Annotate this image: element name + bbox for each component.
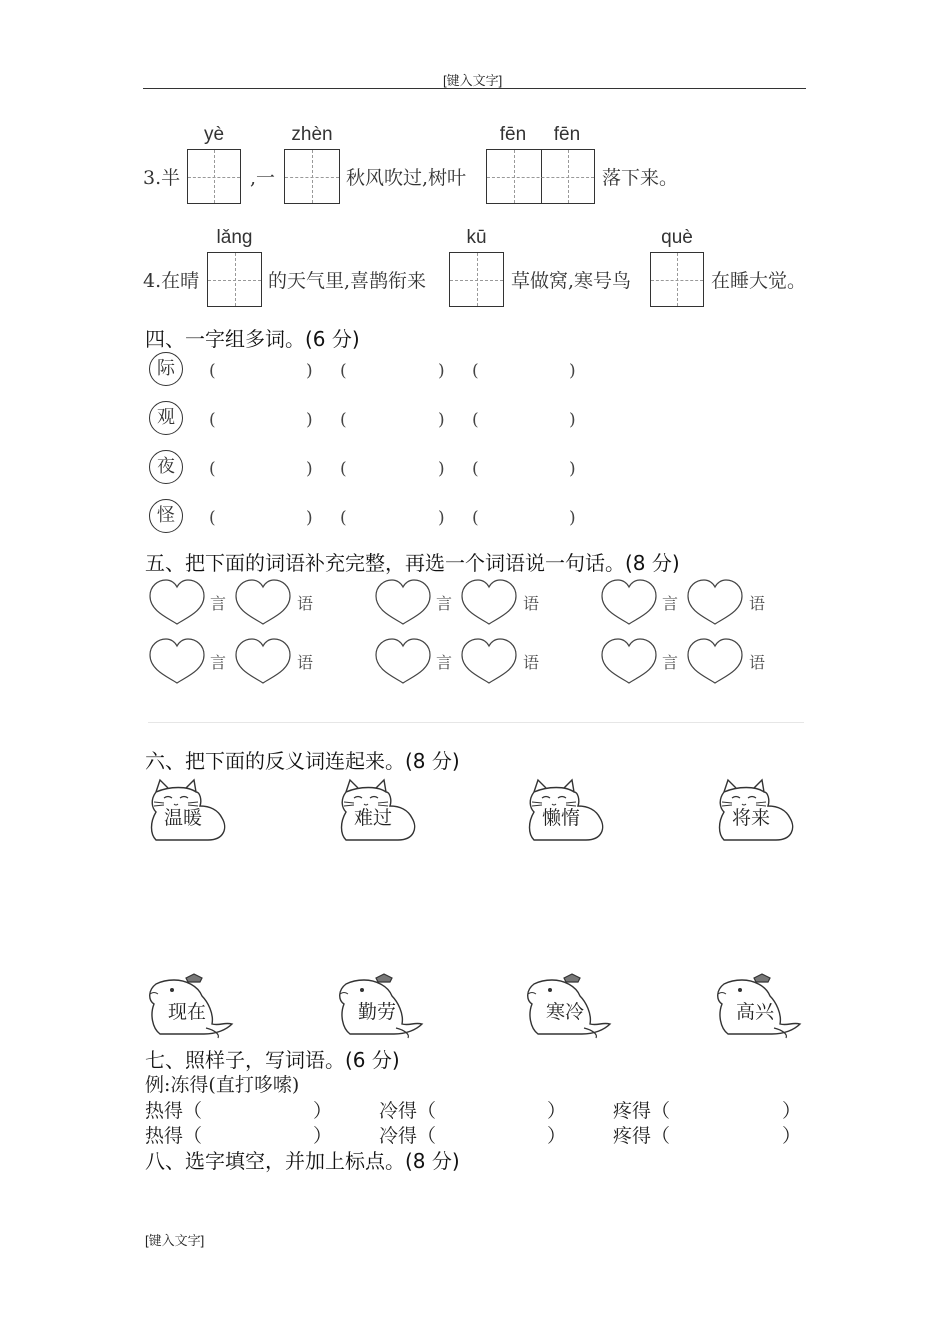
idiom-char-yu: 语: [297, 594, 314, 613]
word-diligent[interactable]: 勤劳: [358, 1001, 397, 1023]
idiom-char-yan: 言: [436, 653, 453, 672]
blank-1-2-close: ): [438, 361, 445, 381]
row2-cold-close: ）: [547, 1125, 567, 1147]
idiom-char-yan: 言: [210, 594, 227, 613]
blank-4-2-open[interactable]: (: [340, 508, 347, 528]
blank-3-2-open[interactable]: (: [340, 459, 347, 479]
char-circle-guai: 怪: [149, 499, 183, 533]
blank-1-3-open[interactable]: (: [472, 361, 479, 381]
blank-1-1-open[interactable]: (: [209, 361, 216, 381]
blank-3-3-open[interactable]: (: [472, 459, 479, 479]
section-7-example: 例:冻得(直打哆嗦): [145, 1074, 300, 1096]
char-circle-ji: 际: [149, 352, 183, 386]
pinyin-ye: yè: [203, 124, 225, 145]
row2-hot-close: ）: [313, 1125, 333, 1147]
word-happy[interactable]: 高兴: [736, 1001, 775, 1023]
char-circle-ye: 夜: [149, 450, 183, 484]
q3-end-text: 落下来。: [602, 167, 679, 189]
blank-2-2-close: ): [438, 410, 445, 430]
blank-2-1-close: ): [306, 410, 313, 430]
pinyin-ku: kū: [466, 227, 487, 248]
q4-middle-text-2: 草做窝,寒号鸟: [511, 270, 632, 292]
blank-4-2-close: ): [438, 508, 445, 528]
pinyin-fen-1: fēn: [499, 124, 527, 145]
pinyin-fen-2: fēn: [553, 124, 581, 145]
row1-cold-label[interactable]: 冷得（: [379, 1100, 437, 1122]
idiom-char-yan: 言: [436, 594, 453, 613]
section-8-title: 八、选字填空，并加上标点。(8 分): [145, 1149, 460, 1173]
row1-hot-close: ）: [313, 1100, 333, 1122]
idiom-char-yu: 语: [523, 594, 540, 613]
blank-4-3-close: ): [569, 508, 576, 528]
blank-3-1-close: ): [306, 459, 313, 479]
word-future[interactable]: 将来: [732, 807, 771, 829]
blank-2-1-open[interactable]: (: [209, 410, 216, 430]
section-7-title: 七、照样子，写词语。(6 分): [145, 1048, 400, 1072]
blank-4-3-open[interactable]: (: [472, 508, 479, 528]
blank-3-3-close: ): [569, 459, 576, 479]
row2-hot-label[interactable]: 热得（: [145, 1125, 203, 1147]
blank-1-3-close: ): [569, 361, 576, 381]
word-cold[interactable]: 寒冷: [546, 1001, 585, 1023]
idiom-char-yu: 语: [523, 653, 540, 672]
row1-hurt-close: ）: [782, 1100, 802, 1122]
q4-middle-text-1: 的天气里,喜鹊衔来: [268, 270, 427, 292]
q3-number: 3.半: [143, 167, 181, 189]
word-lazy[interactable]: 懒惰: [542, 807, 581, 829]
q4-end-text: 在睡大觉。: [711, 270, 807, 292]
row2-hurt-close: ）: [782, 1125, 802, 1147]
blank-1-1-close: ): [306, 361, 313, 381]
section-5-title: 五、把下面的词语补充完整，再选一个词语说一句话。(8 分): [145, 551, 680, 575]
section-6-title: 六、把下面的反义词连起来。(8 分): [145, 749, 460, 773]
blank-2-3-close: ): [569, 410, 576, 430]
q3-middle-text: 秋风吹过,树叶: [346, 167, 467, 189]
blank-3-1-open[interactable]: (: [209, 459, 216, 479]
blank-4-1-open[interactable]: (: [209, 508, 216, 528]
blank-2-2-open[interactable]: (: [340, 410, 347, 430]
blank-1-2-open[interactable]: (: [340, 361, 347, 381]
pinyin-zhen: zhèn: [291, 124, 333, 145]
blank-3-2-close: ): [438, 459, 445, 479]
idiom-char-yan: 言: [210, 653, 227, 672]
idiom-char-yan: 言: [662, 594, 679, 613]
idiom-char-yu: 语: [297, 653, 314, 672]
row2-cold-label[interactable]: 冷得（: [379, 1125, 437, 1147]
row1-cold-close: ）: [547, 1100, 567, 1122]
q3-separator: ,一: [250, 167, 276, 189]
word-sad[interactable]: 难过: [354, 807, 393, 829]
idiom-char-yan: 言: [662, 653, 679, 672]
pinyin-lang: lǎng: [216, 227, 253, 248]
section-4-title: 四、一字组多词。(6 分): [145, 327, 360, 351]
word-now[interactable]: 现在: [168, 1001, 207, 1023]
word-warm[interactable]: 温暖: [164, 807, 203, 829]
row1-hot-label[interactable]: 热得（: [145, 1100, 203, 1122]
pinyin-que: què: [661, 227, 693, 248]
blank-4-1-close: ): [306, 508, 313, 528]
idiom-char-yu: 语: [749, 653, 766, 672]
char-circle-guan: 观: [149, 401, 183, 435]
row1-hurt-label[interactable]: 疼得（: [613, 1100, 671, 1122]
row2-hurt-label[interactable]: 疼得（: [613, 1125, 671, 1147]
idiom-char-yu: 语: [749, 594, 766, 613]
page-footer: [键入文字]: [145, 1233, 205, 1248]
q4-number: 4.在晴: [143, 270, 200, 292]
page-header: [键入文字]: [443, 73, 503, 88]
blank-2-3-open[interactable]: (: [472, 410, 479, 430]
